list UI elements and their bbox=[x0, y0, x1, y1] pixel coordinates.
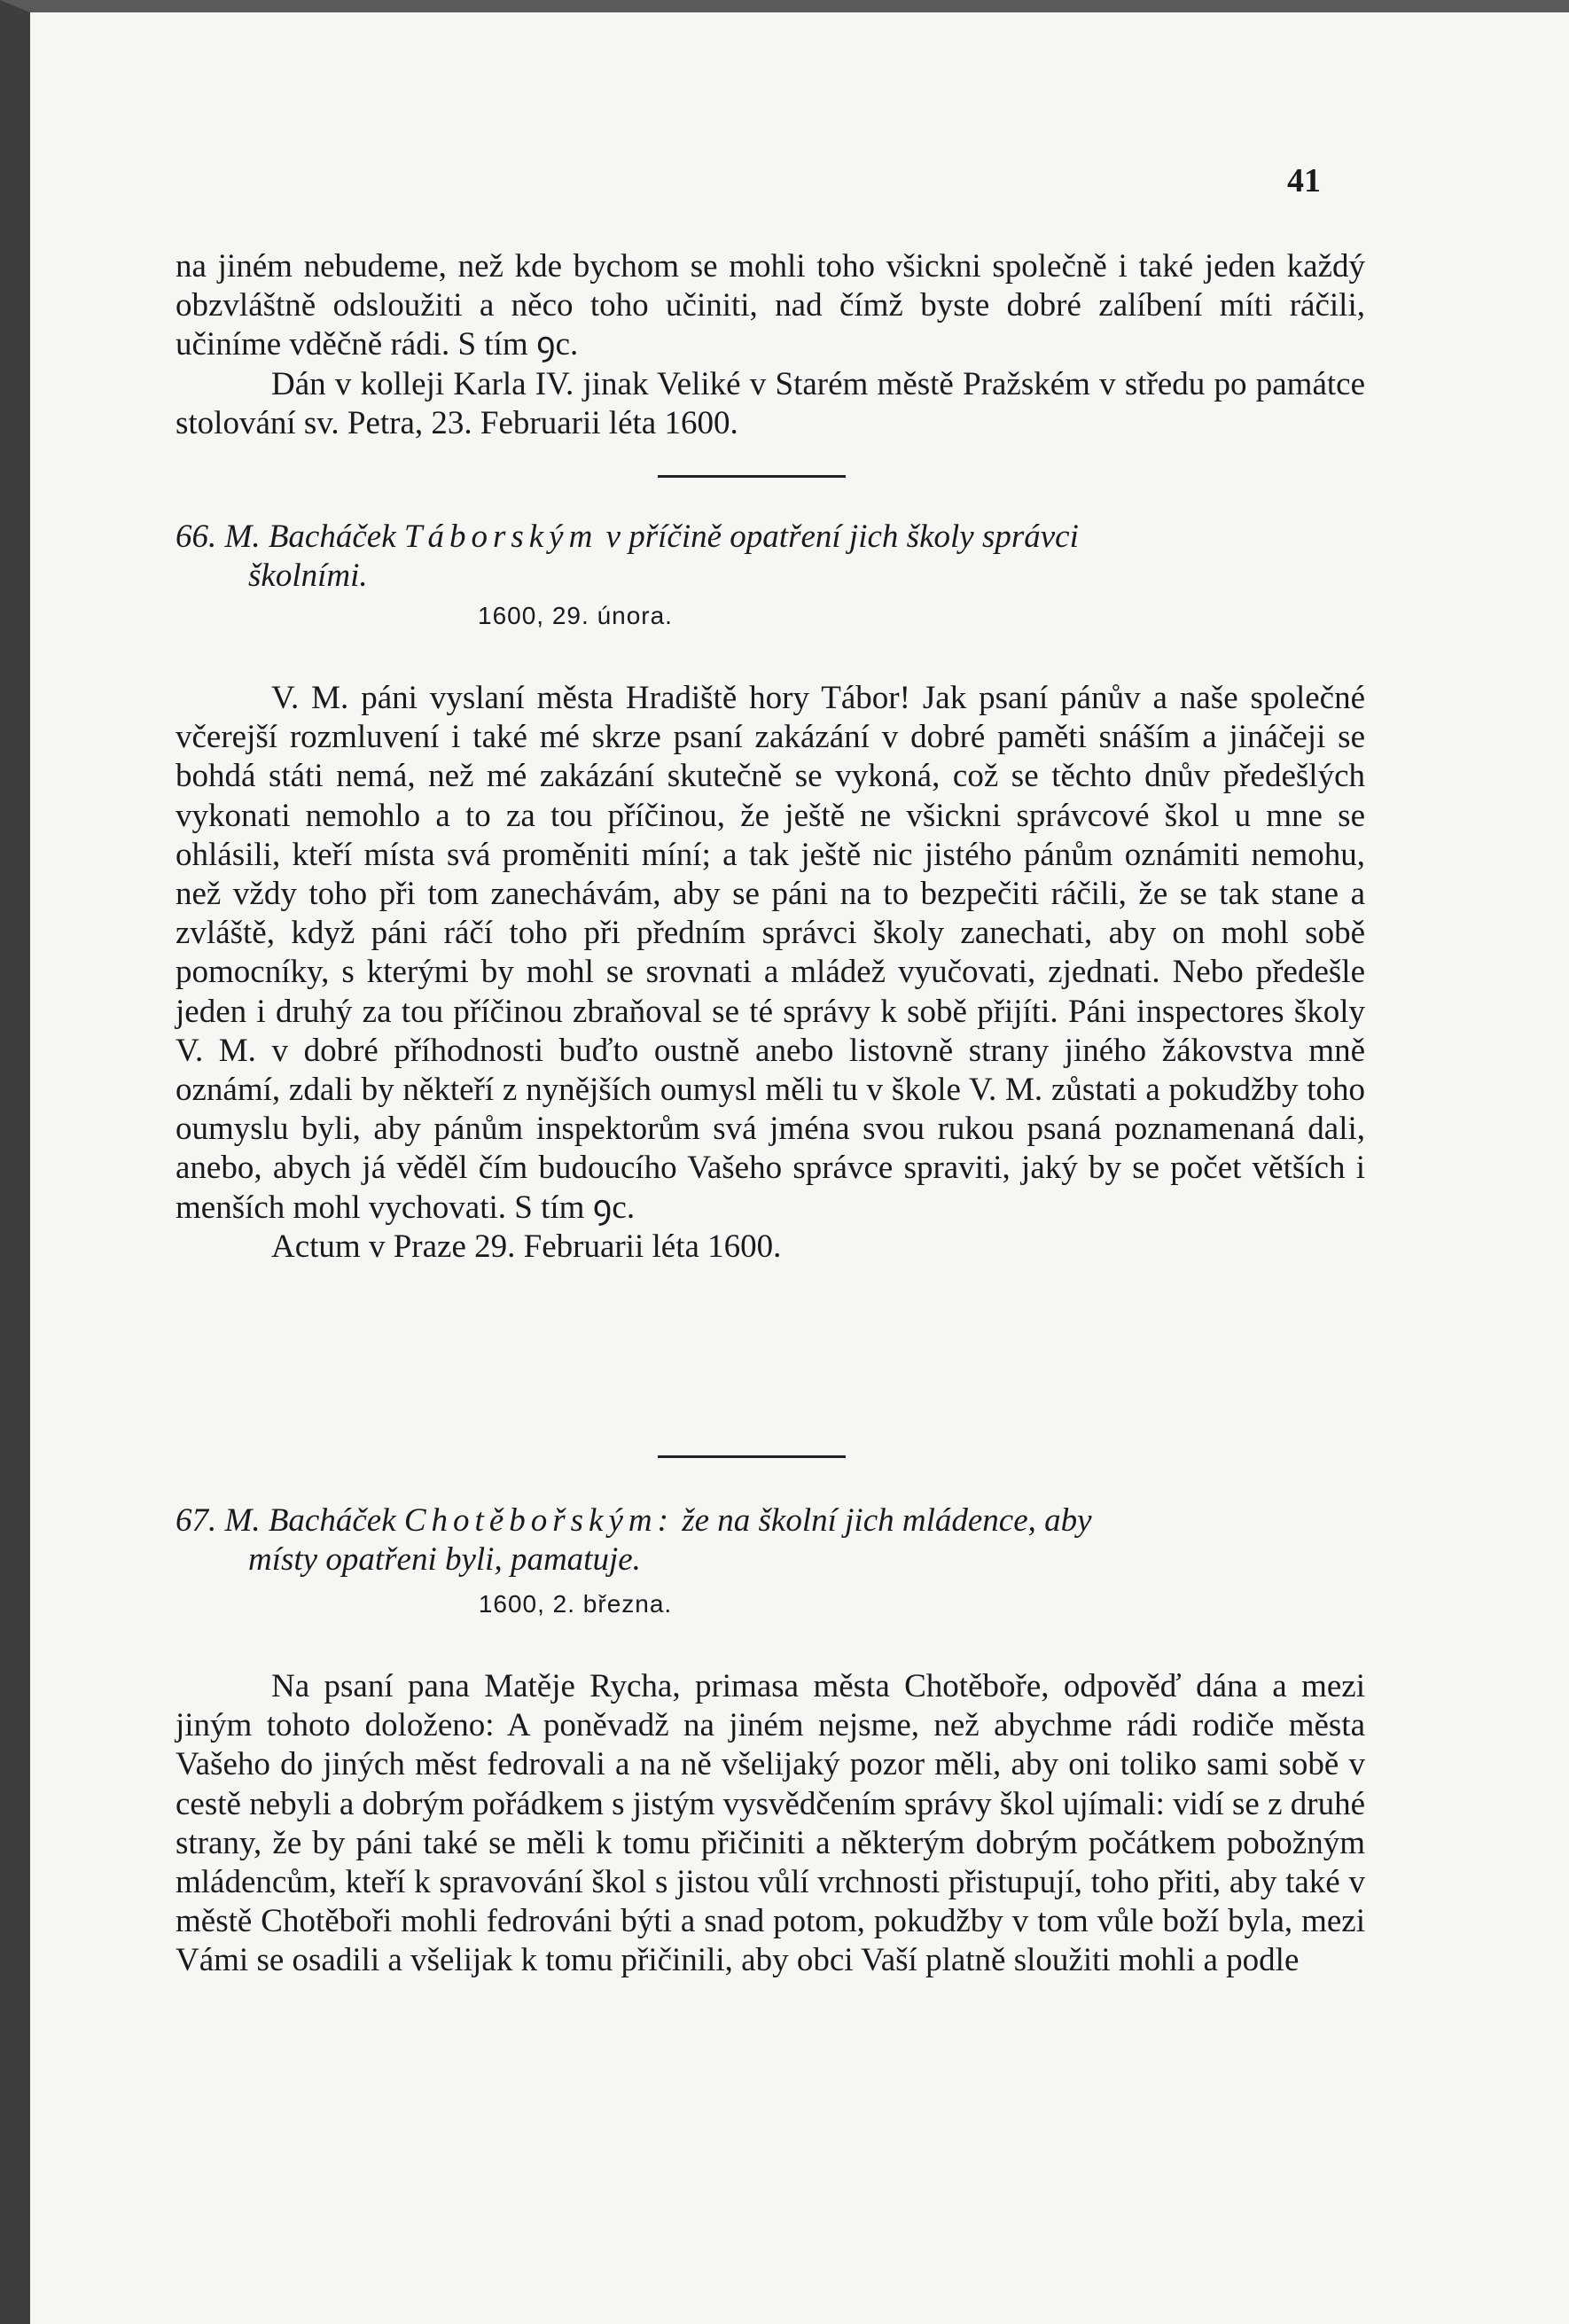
letter-66-recipient: Táborským bbox=[403, 519, 598, 555]
letter-66-date: 1600, 29. února. bbox=[478, 602, 673, 629]
letter-66-subject: v příčině opatření jich školy správci bbox=[605, 519, 1079, 555]
letter-67-date: 1600, 2. března. bbox=[478, 1590, 673, 1618]
letter-66-author: M. Bacháček bbox=[224, 519, 396, 555]
section-divider bbox=[658, 475, 846, 478]
letter-67-number: 67. bbox=[176, 1502, 217, 1539]
page-number: 41 bbox=[1287, 162, 1321, 199]
letter-66-subject-line2: školními. bbox=[248, 558, 368, 594]
letter-67-paragraph-1: Na psaní pana Matěje Rycha, primasa města Chotěboře, odpověď dána a mezi jiným tohoto doloženo: A poněvadž na jiném nejsme, než abychme rádi rodiče města Vašeho do jiných měst fedrovali a na ně všelijaký pozor měli, aby oni toliko sami sobě v cestě nebyli a dobrým pořádkem s jistým vysvědčením správy škol ujímali: vidí se z druhé strany, že by páni také se měli k tomu přičiniti a některým dobrým počátkem pobožným mládencům, kteří k spravování škol s jistou vůlí vrchnosti přistupují, toho přiti, aby také v městě Chotěboři mohli fedrováni býti a snad potom, pokudžby v tom vůle boží byla, mezi Vámi se osadili a všelijak k tomu přičinili, aby obci Vaší platně sloužiti mohli a podle bbox=[176, 1668, 1366, 1979]
letter-67-subject-line2: místy opatřeni byli, pamatuje. bbox=[248, 1541, 641, 1578]
letter-67-author: M. Bacháček bbox=[224, 1502, 396, 1539]
letter-67-subject: že na školní jich mládence, aby bbox=[682, 1502, 1092, 1539]
letter-67-heading bbox=[176, 1501, 1365, 1579]
letter-66-paragraph-1: V. M. páni vyslaní města Hradiště hory Tábor! Jak psaní pánův a naše společné včerejší rozmluvení i také mé skrze psaní zakázání v dobré paměti snáším a jináčeji se bohdá státi nemá, než mé zakázání skutečně se vykoná, což se těchto dnův předešlých vykonati nemohlo a to za tou příčinou, že ještě ne všickni správcové škol u mne se ohlásili, kteří místa svá proměniti míní; a tak ještě nic jistého pánům oznámiti nemohu, než vždy toho při tom zanechávám, aby se páni na to bezpečiti ráčili, že se tak stane a zvláště, když páni ráčí toho při předním správci školy zanechati, aby on mohl sobě pomocníky, s kterými by mohl se srovnati a mládež vyučovati, zjednati. Nebo předešle jeden i druhý za tou příčinou zbraňoval se té správy k sobě přijíti. Páni inspectores školy V. M. v dobré příhodnosti buďto oustně anebo listovně strany jiného žákovstva mně oznámí, zdali by někteří z nynějších oumysl měli tu v škole V. M. zůstati a pokudžby toho oumyslu byli, aby pánům inspektorům svá jména svou rukou psaná poznamenaná dali, anebo, abych já věděl čím budoucího Vašeho správce spraviti, jaký by se počet větších i menších mohl vychovati. S tím ꝯc. bbox=[176, 680, 1365, 1226]
letter-66-paragraph-2: Actum v Praze 29. Februarii léta 1600. bbox=[271, 1228, 782, 1265]
letter-66-body bbox=[176, 679, 1365, 1267]
intro-text bbox=[176, 247, 1365, 443]
intro-paragraph-1: na jiném nebudeme, než kde bychom se mohli toho všickni společně i také jeden každý obzvláštně odsloužiti a něco toho učiniti, nad čímž byste dobré zalíbení míti ráčili, učiníme vděčně rádi. S tím ꝯc. bbox=[176, 248, 1365, 363]
letter-66-number: 66. bbox=[176, 519, 217, 555]
letter-67-recipient: Chotěbořským: bbox=[403, 1502, 674, 1539]
intro-paragraph-2: Dán v kolleji Karla IV. jinak Veliké v Starém městě Pražském v středu po památce stolování sv. Petra, 23. Februarii léta 1600. bbox=[176, 365, 1365, 441]
letter-67-body bbox=[176, 1667, 1365, 1981]
section-divider bbox=[658, 1455, 846, 1458]
letter-66-heading bbox=[176, 518, 1365, 596]
